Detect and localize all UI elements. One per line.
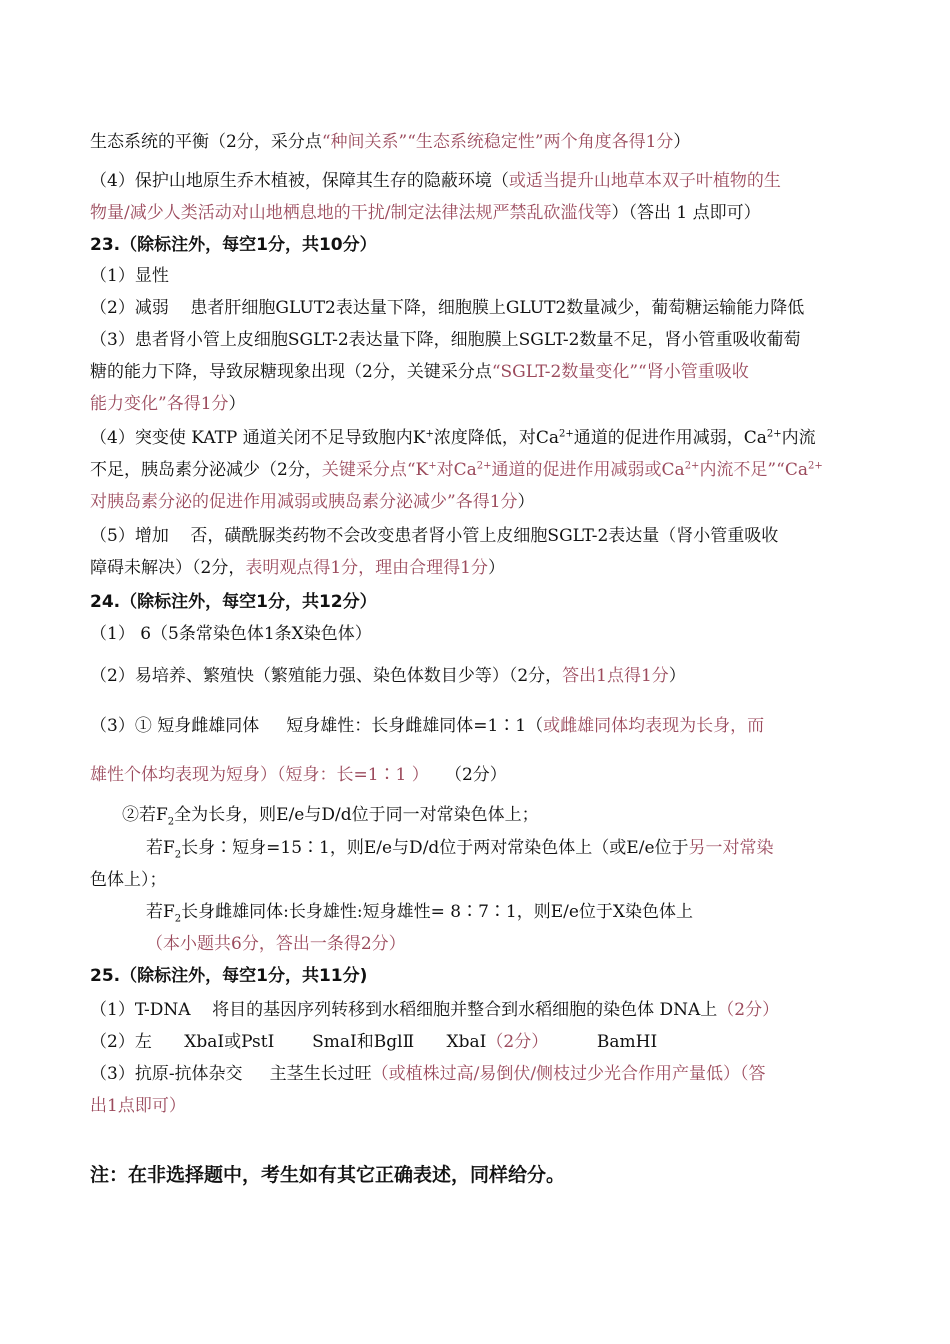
q22-part-4-alt-cont: 物量/减少人类活动对山地栖息地的干扰/制定法律法规严禁乱砍滥伐等	[90, 203, 612, 223]
q23-heading	[90, 235, 880, 255]
q24-case-1-text-b: 全为长身，则E/e与D/d位于同一对常染色体上；	[174, 805, 539, 825]
q23-part-4-scoring-a: 关键采分点“K	[321, 460, 429, 480]
q22-line-1	[90, 132, 880, 152]
q22-part-4-line-2	[90, 203, 880, 223]
q24-part-3-line-1	[90, 716, 880, 736]
superscript: 2+	[807, 460, 823, 472]
q23-part-2-text: （2）减弱 患者肝细胞GLUT2表达量下降，细胞膜上GLUT2数量减少，葡萄糖运输能力降低	[90, 298, 805, 318]
q23-part-3-line-3	[90, 394, 880, 414]
q22-scoring-points: “种间关系”“生态系统稳定性”两个角度各得1分	[321, 132, 674, 152]
q24-heading	[90, 592, 880, 612]
q25-part-3-alt-cont: 出1点即可）	[90, 1096, 186, 1116]
q24-part-3-alt: 或雌雄同体均表现为长身，而	[543, 716, 765, 736]
q25-part-2-text-end: BamHⅠ	[548, 1032, 658, 1052]
q24-case-3-text-b: 长身雌雄同体:长身雄性:短身雄性= 8∶7∶1，则E/e位于X染色体上	[181, 902, 694, 922]
superscript: 2+	[476, 460, 492, 472]
q23-part-3-text: （3）患者肾小管上皮细胞SGLT-2表达量下降，细胞膜上SGLT-2数量不足，肾小管重吸收葡萄	[90, 330, 801, 350]
q24-part-3-text: （3）① 短身雌雄同体 短身雄性：长身雌雄同体=1∶1（	[90, 716, 544, 736]
footer-note	[90, 1164, 880, 1187]
q23-part-5-end: ）	[487, 558, 505, 578]
q23-part-4-scoring-b: 对Ca	[436, 460, 477, 480]
q23-part-5-line-1	[90, 526, 880, 546]
q24-case-1-text-a: ②若F	[122, 805, 168, 825]
q23-part-4-text-e: 不足，胰岛素分泌减少（2分，	[90, 460, 322, 480]
q23-part-4-end: ）	[517, 492, 535, 512]
q24-case-2-alt: 另一对常染	[688, 838, 774, 858]
q25-heading	[90, 966, 880, 986]
q23-part-3-end: ）	[228, 394, 246, 414]
q25-part-2-points: （2分）	[486, 1032, 549, 1052]
q23-part-4-text-b: 浓度降低，对Ca	[433, 428, 560, 448]
q23-part-4-scoring-e: 对胰岛素分泌的促进作用减弱或胰岛素分泌减少”各得1分	[90, 492, 518, 512]
q23-part-4-text-d: 内流	[781, 428, 816, 448]
q23-part-4-line-1	[90, 428, 880, 448]
superscript: +	[428, 460, 437, 472]
q24-case-2-text-b: 长身∶短身=15∶1，则E/e与D/d位于两对常染色体上（或E/e位于	[181, 838, 689, 858]
q24-part-3-points: （2分）	[428, 765, 507, 785]
q23-part-3-scoring-cont: 能力变化”各得1分	[90, 394, 229, 414]
q23-heading-text: 23.（除标注外，每空1分，共10分）	[90, 235, 377, 255]
q25-part-1-text: （1）T-DNA 将目的基因序列转移到水稻细胞并整合到水稻细胞的染色体 DNA上	[90, 1000, 718, 1020]
q23-part-1-text: （1）显性	[90, 266, 169, 286]
q25-part-1	[90, 1000, 880, 1020]
q23-part-1	[90, 266, 880, 286]
q22-part-4-text: （4）保护山地原生乔木植被，保障其生存的隐蔽环境（	[90, 171, 509, 191]
subscript: 2	[167, 816, 175, 828]
q25-part-3-line-1	[90, 1064, 880, 1084]
q24-heading-text: 24.（除标注外，每空1分，共12分）	[90, 592, 377, 612]
q22-part-4-line-1	[90, 171, 880, 191]
q22-part-4-end: ）（答出 1 点即可）	[611, 203, 761, 223]
q23-part-5-text-2: 障碍未解决）（2分，	[90, 558, 246, 578]
q23-part-4-line-3	[90, 492, 880, 512]
q24-case-2-text-c: 色体上）；	[90, 870, 167, 890]
q23-part-3-line-2	[90, 362, 880, 382]
q24-case-2-text-a: 若F	[146, 838, 175, 858]
q24-part-3-scoring	[146, 934, 880, 954]
q24-part-3-scoring-text: （本小题共6分，答出一条得2分）	[146, 934, 406, 954]
q25-part-3-text: （3）抗原-抗体杂交 主茎生长过旺	[90, 1064, 372, 1084]
q23-part-2	[90, 298, 880, 318]
q25-part-3-alt: （或植株过高/易倒伏/侧枝过少光合作用产量低）（答	[371, 1064, 766, 1084]
q23-part-4-text-c: 通道的促进作用减弱，Ca	[573, 428, 767, 448]
q23-part-5-line-2	[90, 558, 880, 578]
q24-part-2-scoring: 答出1点得1分	[562, 666, 669, 686]
q23-part-4-scoring-c: 通道的促进作用减弱或Ca	[491, 460, 685, 480]
q22-part-4-alt: 或适当提升山地草本双子叶植物的生	[508, 171, 781, 191]
q22-text-end: ）	[673, 132, 691, 152]
q24-part-2	[90, 666, 880, 686]
q24-part-3-alt-cont: 雄性个体均表现为短身）（短身：长=1∶1 ）	[90, 765, 429, 785]
superscript: 2+	[766, 428, 782, 440]
q23-part-3-line-1	[90, 330, 880, 350]
superscript: +	[425, 428, 434, 440]
subscript: 2	[174, 913, 182, 925]
q24-part-2-end: ）	[668, 666, 686, 686]
q24-part-3-case-1	[122, 805, 880, 828]
q24-case-3-text-a: 若F	[146, 902, 175, 922]
q25-part-1-points: （2分）	[717, 1000, 780, 1020]
superscript: 2+	[559, 428, 574, 440]
q24-part-3-line-2	[90, 765, 880, 785]
q22-text: 生态系统的平衡（2分，采分点	[90, 132, 322, 152]
q24-part-3-case-2-line-2	[90, 870, 880, 890]
q25-heading-text: 25.（除标注外，每空1分，共11分)	[90, 966, 368, 986]
q23-part-5-text: （5）增加 否，磺酰脲类药物不会改变患者肾小管上皮细胞SGLT-2表达量（肾小管重吸收	[90, 526, 779, 546]
q23-part-3-scoring: “SGLT-2数量变化”“肾小管重吸收	[491, 362, 749, 382]
q24-part-3-case-3	[146, 902, 880, 925]
q23-part-4-scoring-d: 内流不足”“Ca	[699, 460, 808, 480]
q24-part-3-case-2-line-1	[146, 838, 880, 861]
q24-part-2-text: （2）易培养、繁殖快（繁殖能力强、染色体数目少等）（2分，	[90, 666, 563, 686]
q25-part-3-line-2	[90, 1096, 880, 1116]
q23-part-4-line-2	[90, 460, 880, 480]
q25-part-2	[90, 1032, 880, 1052]
q24-part-1	[90, 624, 880, 644]
footer-note-text: 注：在非选择题中，考生如有其它正确表述，同样给分。	[90, 1164, 566, 1186]
q24-part-1-text: （1） 6（5条常染色体1条X染色体）	[90, 624, 372, 644]
q23-part-4-text-a: （4）突变使 KATP 通道关闭不足导致胞内K	[90, 428, 426, 448]
subscript: 2	[174, 849, 182, 861]
superscript: 2+	[684, 460, 700, 472]
q23-part-5-scoring: 表明观点得1分，理由合理得1分	[245, 558, 488, 578]
q25-part-2-text: （2）左 XbaⅠ或PstⅠ SmaⅠ和BglⅡ XbaⅠ	[90, 1032, 487, 1052]
q23-part-3-text-2: 糖的能力下降，导致尿糖现象出现（2分，关键采分点	[90, 362, 492, 382]
